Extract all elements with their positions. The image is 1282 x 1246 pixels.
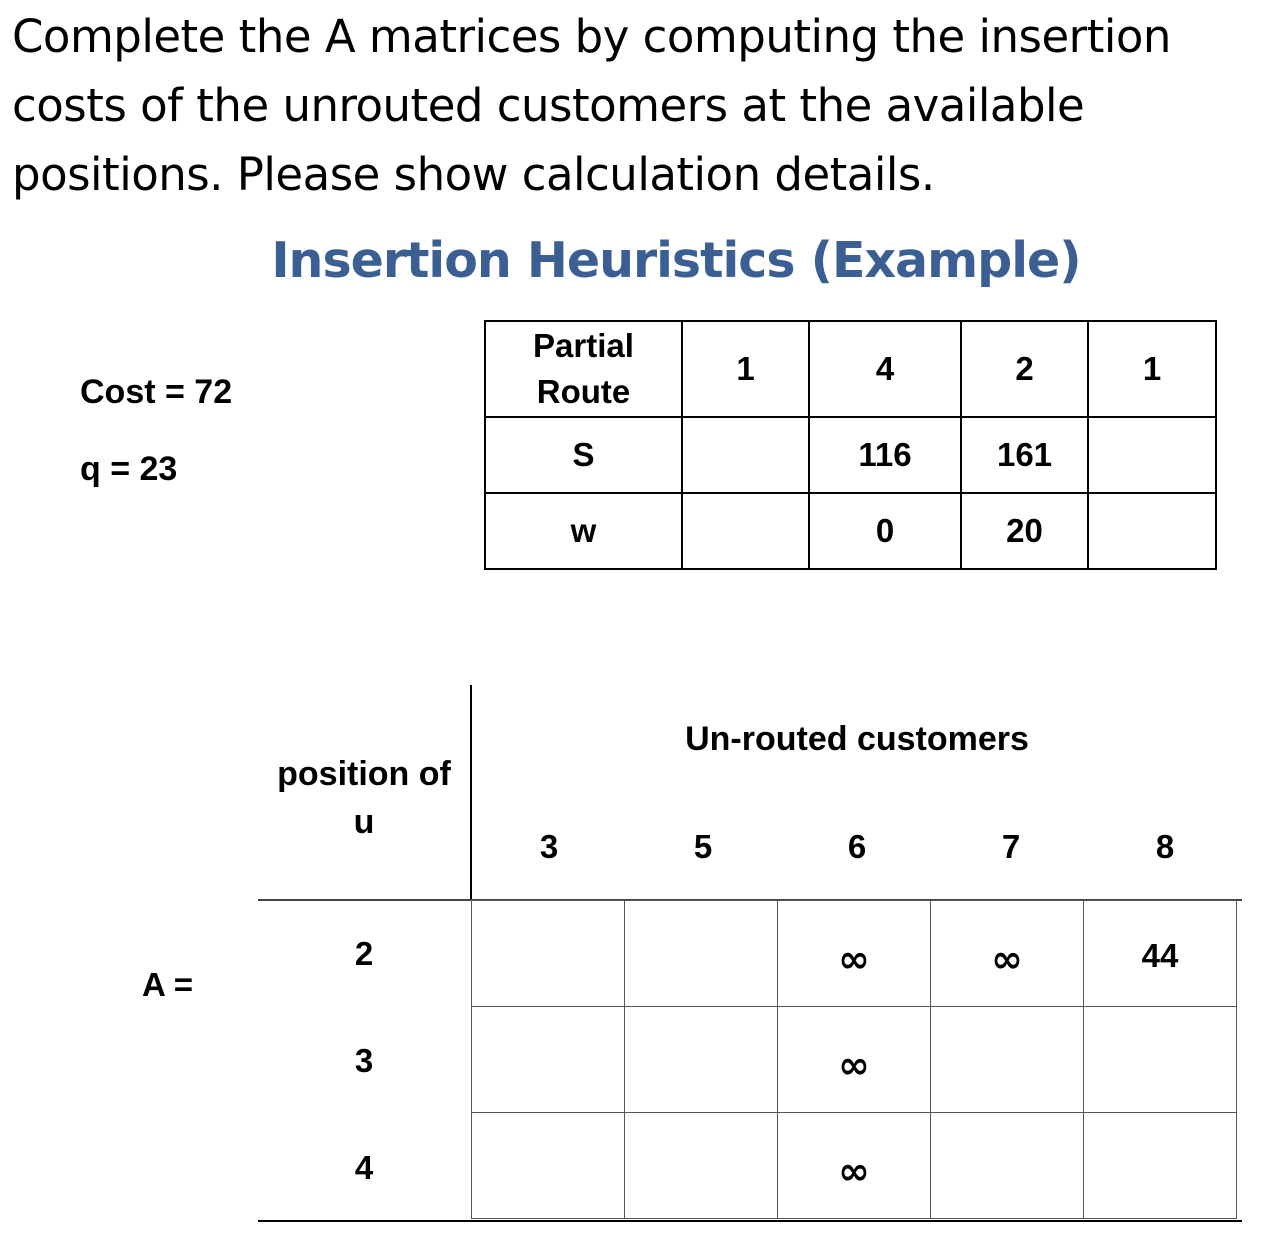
wait-time-cell bbox=[1088, 493, 1216, 569]
partial-route-header-line-2: Route bbox=[536, 373, 631, 410]
cell-value: ∞ bbox=[991, 937, 1023, 981]
question-line-1: Complete the A matrices by computing the insertion bbox=[12, 10, 1171, 63]
unrouted-customers-header: Un-routed customers bbox=[685, 720, 1029, 758]
position-row-label: 3 bbox=[354, 1042, 374, 1079]
cell-value: ∞ bbox=[838, 1043, 870, 1087]
matrix-cell[interactable] bbox=[472, 1113, 625, 1219]
start-time-cell: 161 bbox=[961, 417, 1088, 493]
position-row-label: 4 bbox=[354, 1149, 374, 1186]
a-matrix-label: A = bbox=[142, 966, 194, 1003]
partial-route-table bbox=[484, 320, 1217, 570]
wait-time-cell: 0 bbox=[809, 493, 961, 569]
cost-value: Cost = 72 bbox=[80, 373, 233, 411]
matrix-row bbox=[472, 1007, 1237, 1113]
position-header-line-1: position of bbox=[277, 755, 451, 793]
customer-column-header: 6 bbox=[847, 828, 867, 865]
customer-column-header: 3 bbox=[539, 828, 559, 865]
start-time-row bbox=[485, 417, 1216, 493]
matrix-cell[interactable] bbox=[472, 1007, 625, 1113]
position-header bbox=[258, 750, 470, 846]
cell-value bbox=[1084, 1007, 1236, 1043]
start-time-cell bbox=[1088, 417, 1216, 493]
matrix-cell[interactable] bbox=[931, 1113, 1084, 1219]
capacity-value: q = 23 bbox=[80, 450, 178, 488]
cell-value: 44 bbox=[1141, 937, 1179, 974]
cell-value bbox=[625, 1007, 777, 1043]
cell-value bbox=[472, 1007, 624, 1043]
customer-column-header: 8 bbox=[1155, 828, 1175, 865]
matrix-cell bbox=[778, 1007, 931, 1113]
position-row-label: 2 bbox=[354, 935, 374, 972]
matrix-cell[interactable] bbox=[1084, 1007, 1237, 1113]
question-line-2: costs of the unrouted customers at the available bbox=[12, 79, 1085, 132]
cell-value bbox=[1084, 1113, 1236, 1149]
wait-time-row bbox=[485, 493, 1216, 569]
cell-value bbox=[625, 1113, 777, 1149]
matrix-cell[interactable] bbox=[1084, 1113, 1237, 1219]
matrix-row bbox=[472, 901, 1237, 1007]
matrix-row bbox=[472, 1113, 1237, 1219]
matrix-cell bbox=[778, 901, 931, 1007]
cell-value bbox=[625, 901, 777, 937]
cell-value bbox=[931, 1113, 1083, 1149]
route-node: 4 bbox=[809, 321, 961, 417]
start-time-cell bbox=[682, 417, 809, 493]
start-time-cell: 116 bbox=[809, 417, 961, 493]
cell-value: ∞ bbox=[838, 1149, 870, 1193]
matrix-cell[interactable] bbox=[931, 1007, 1084, 1113]
route-header-row bbox=[485, 321, 1216, 417]
customer-column-header: 7 bbox=[1001, 828, 1021, 865]
cell-value: ∞ bbox=[838, 937, 870, 981]
route-node: 2 bbox=[961, 321, 1088, 417]
route-node: 1 bbox=[1088, 321, 1216, 417]
customer-column-header: 5 bbox=[693, 828, 713, 865]
matrix-cell bbox=[931, 901, 1084, 1007]
route-node: 1 bbox=[682, 321, 809, 417]
partial-route-header-line-1: Partial bbox=[533, 327, 634, 364]
position-header-line-2: u bbox=[353, 803, 375, 841]
matrix-cell bbox=[1084, 901, 1237, 1007]
question-text bbox=[12, 2, 1272, 209]
cell-value bbox=[931, 1007, 1083, 1043]
matrix-cell[interactable] bbox=[625, 901, 778, 1007]
start-time-label: S bbox=[485, 417, 682, 493]
wait-time-cell: 20 bbox=[961, 493, 1088, 569]
wait-time-cell bbox=[682, 493, 809, 569]
slide-title: Insertion Heuristics (Example) bbox=[271, 232, 1081, 289]
wait-time-label: w bbox=[485, 493, 682, 569]
a-matrix-grid bbox=[471, 900, 1237, 1219]
matrix-cell[interactable] bbox=[472, 901, 625, 1007]
cell-value bbox=[472, 1113, 624, 1149]
partial-route-header bbox=[485, 321, 682, 417]
matrix-cell[interactable] bbox=[625, 1113, 778, 1219]
matrix-bottom-rule bbox=[258, 1220, 1242, 1222]
matrix-cell[interactable] bbox=[625, 1007, 778, 1113]
header-divider bbox=[470, 685, 472, 901]
matrix-cell bbox=[778, 1113, 931, 1219]
question-line-3: positions. Please show calculation details. bbox=[12, 148, 935, 201]
cell-value bbox=[472, 901, 624, 937]
